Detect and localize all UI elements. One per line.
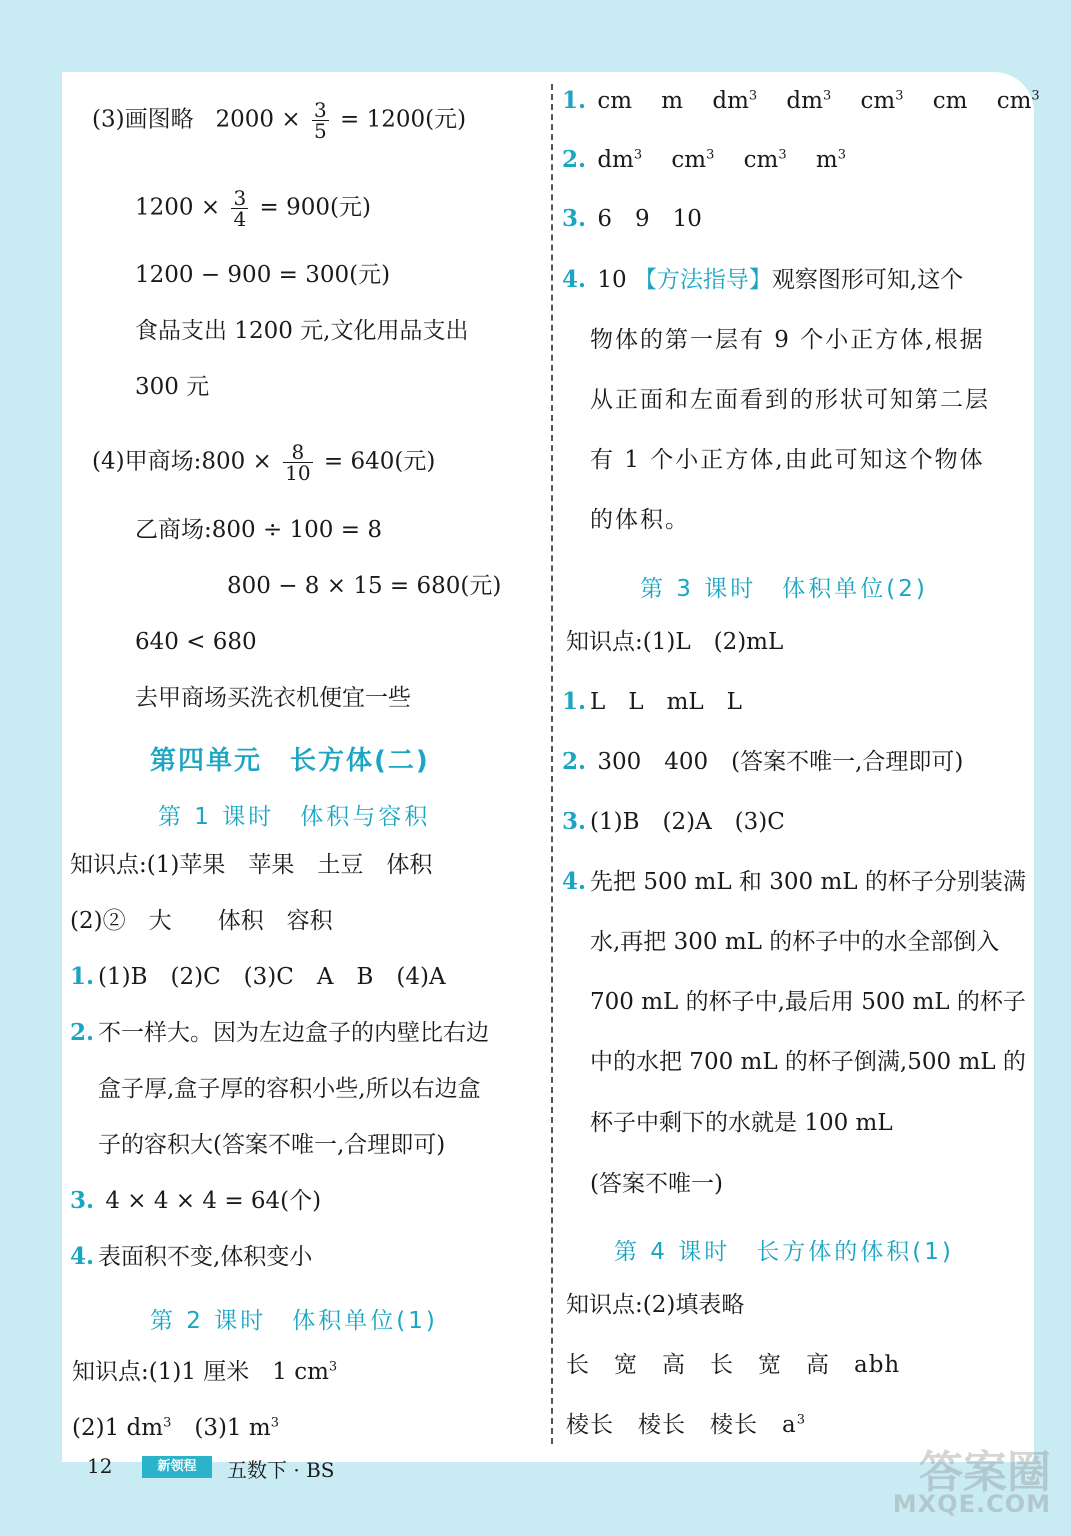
unit-item: dm (712, 88, 749, 114)
expression-part: 2000 × (215, 106, 301, 133)
question-number: 3. (70, 1187, 95, 1214)
answer-line: 水,再把 300 mL 的杯子中的水全部倒入 (590, 929, 1000, 955)
watermark (881, 1436, 1051, 1526)
denominator: 4 (233, 207, 247, 231)
unit-item: cm (597, 88, 633, 114)
answer-text: (3)1 m (171, 1415, 271, 1441)
unit-item: m (661, 88, 684, 114)
expression-part: 1200 × (135, 194, 221, 221)
answer-line: 知识点:(1)L (2)mL (566, 629, 784, 655)
method-guide-tag: 【方法指导】 (633, 267, 772, 293)
numerator: 3 (313, 98, 327, 122)
superscript: 3 (706, 147, 715, 163)
question-number: 2. (562, 146, 587, 173)
answer-line: 640 < 680 (135, 629, 257, 655)
answer-line (566, 1410, 806, 1440)
question-number: 2. (70, 1019, 95, 1046)
superscript: 3 (328, 1359, 338, 1375)
answer-text: 10 (597, 267, 634, 293)
answer-text: 棱长 棱长 棱长 a (566, 1412, 797, 1438)
answer-line (70, 1242, 312, 1272)
question-number: 4. (562, 266, 587, 293)
answer-line (70, 1018, 489, 1048)
answer-text: 不一样大。因为左边盒子的内壁比右边 (98, 1020, 490, 1046)
question-number: 2. (562, 748, 587, 775)
answer-text: (2)1 dm (72, 1415, 164, 1441)
expression-part: = 640(元) (323, 448, 436, 475)
answer-line (70, 962, 446, 992)
question-number: 4. (562, 868, 587, 895)
answer-text: (1)B (2)A (3)C (590, 809, 785, 835)
answer-line: 知识点:(1)苹果 苹果 土豆 体积 (70, 852, 433, 878)
answer-line: 知识点:(2)填表略 (566, 1292, 745, 1318)
lesson-title: 第 3 课时 体积单位(2) (640, 576, 928, 602)
expression-part: = 1200(元) (340, 106, 467, 133)
answer-text: 知识点:(1)1 厘米 1 cm (72, 1359, 329, 1385)
denominator: 5 (313, 119, 327, 143)
superscript: 3 (1031, 88, 1040, 104)
question-number: 3. (562, 808, 587, 835)
book-label: 五数下 · BS (227, 1458, 335, 1482)
unit-item: cm (932, 88, 968, 114)
question-number: 4. (70, 1243, 95, 1270)
question-number: 1. (562, 688, 587, 715)
superscript: 3 (837, 147, 846, 163)
superscript: 3 (270, 1415, 279, 1431)
answer-line (70, 1186, 321, 1216)
unit-item: dm (786, 88, 823, 114)
answer-line: 中的水把 700 mL 的杯子倒满,500 mL 的 (590, 1049, 1026, 1075)
lesson-title: 第 4 课时 长方体的体积(1) (614, 1239, 954, 1265)
answer-line (562, 867, 1026, 897)
answer-line: (答案不唯一) (590, 1171, 723, 1197)
superscript: 3 (163, 1415, 172, 1431)
answer-line: 700 mL 的杯子中,最后用 500 mL 的杯子 (590, 989, 1026, 1015)
fraction (231, 188, 248, 229)
answer-text: 300 400 (答案不唯一,合理即可) (597, 749, 964, 775)
answer-line (562, 747, 963, 777)
answer-line: 乙商场:800 ÷ 100 = 8 (135, 517, 382, 543)
question-number: 1. (562, 87, 587, 114)
expression-part: (4)甲商场:800 × (92, 448, 272, 475)
answer-line (92, 442, 435, 483)
question-number: 3. (562, 205, 587, 232)
answer-line (562, 687, 742, 717)
answer-line: 有 1 个小正方体,由此可知这个物体 (590, 447, 985, 473)
answer-line (92, 100, 466, 141)
answer-text: (1)B (2)C (3)C A B (4)A (98, 964, 446, 990)
superscript: 3 (633, 147, 643, 163)
unit-item: cm (860, 88, 896, 114)
answer-line (562, 807, 785, 837)
fraction (312, 100, 329, 141)
lesson-title: 第 1 课时 体积与容积 (158, 804, 431, 830)
superscript: 3 (778, 147, 787, 163)
answer-line: 子的容积大(答案不唯一,合理即可) (98, 1132, 446, 1158)
answer-text: 先把 500 mL 和 300 mL 的杯子分别装满 (590, 869, 1026, 895)
answer-line: 从正面和左面看到的形状可知第二层 (590, 387, 990, 413)
unit-item: cm (743, 147, 779, 173)
answer-text: 观察图形可知,这个 (771, 267, 964, 293)
unit-item: cm (671, 147, 707, 173)
answer-line: 盒子厚,盒子厚的容积小些,所以右边盒 (98, 1076, 481, 1102)
brand-logo: 新领程 (142, 1456, 212, 1478)
column-divider (551, 84, 553, 1444)
answer-text: L L mL L (590, 689, 742, 715)
unit-title: 第四单元 长方体(二) (150, 746, 430, 776)
answer-line (562, 145, 846, 175)
unit-item: dm (597, 147, 634, 173)
superscript: 3 (895, 88, 904, 104)
watermark-logo-text: 答案圈 (919, 1447, 1051, 1498)
answer-label: (3)画图略 (92, 106, 194, 133)
answer-line: 的体积。 (590, 507, 690, 533)
expression-part: = 900(元) (259, 194, 371, 221)
superscript: 3 (796, 1412, 806, 1428)
answer-line (562, 265, 963, 295)
answer-line: 食品支出 1200 元,文化用品支出 (135, 318, 469, 344)
answer-line: 1200 − 900 = 300(元) (135, 262, 391, 288)
numerator: 3 (233, 186, 247, 210)
superscript: 3 (748, 88, 758, 104)
answer-line (562, 204, 702, 234)
answer-line: 去甲商场买洗衣机便宜一些 (135, 685, 411, 711)
superscript: 3 (822, 88, 832, 104)
numerator: 8 (283, 442, 312, 463)
fraction (283, 442, 312, 483)
answer-line (562, 86, 1040, 116)
answer-line (72, 1413, 279, 1443)
answer-line: (2)② 大 体积 容积 (70, 908, 333, 934)
lesson-title: 第 2 课时 体积单位(1) (150, 1308, 438, 1334)
answer-text: 表面积不变,体积变小 (98, 1244, 313, 1270)
answer-line: 300 元 (135, 374, 210, 400)
unit-item: m (815, 147, 838, 173)
denominator: 10 (285, 461, 311, 485)
watermark-url: MXQE.COM (892, 1490, 1051, 1518)
answer-text: 6 9 10 (597, 206, 702, 232)
answer-text: 4 × 4 × 4 = 64(个) (105, 1188, 322, 1214)
answer-line (72, 1357, 337, 1387)
answer-line: 杯子中剩下的水就是 100 mL (590, 1110, 893, 1136)
answer-line: 物体的第一层有 9 个小正方体,根据 (590, 327, 985, 353)
answer-line: 800 − 8 × 15 = 680(元) (227, 573, 502, 599)
answer-line: 长 宽 高 长 宽 高 abh (566, 1352, 901, 1378)
question-number: 1. (70, 963, 95, 990)
unit-item: cm (996, 88, 1032, 114)
page-number: 12 (87, 1454, 113, 1478)
answer-line (135, 188, 371, 229)
